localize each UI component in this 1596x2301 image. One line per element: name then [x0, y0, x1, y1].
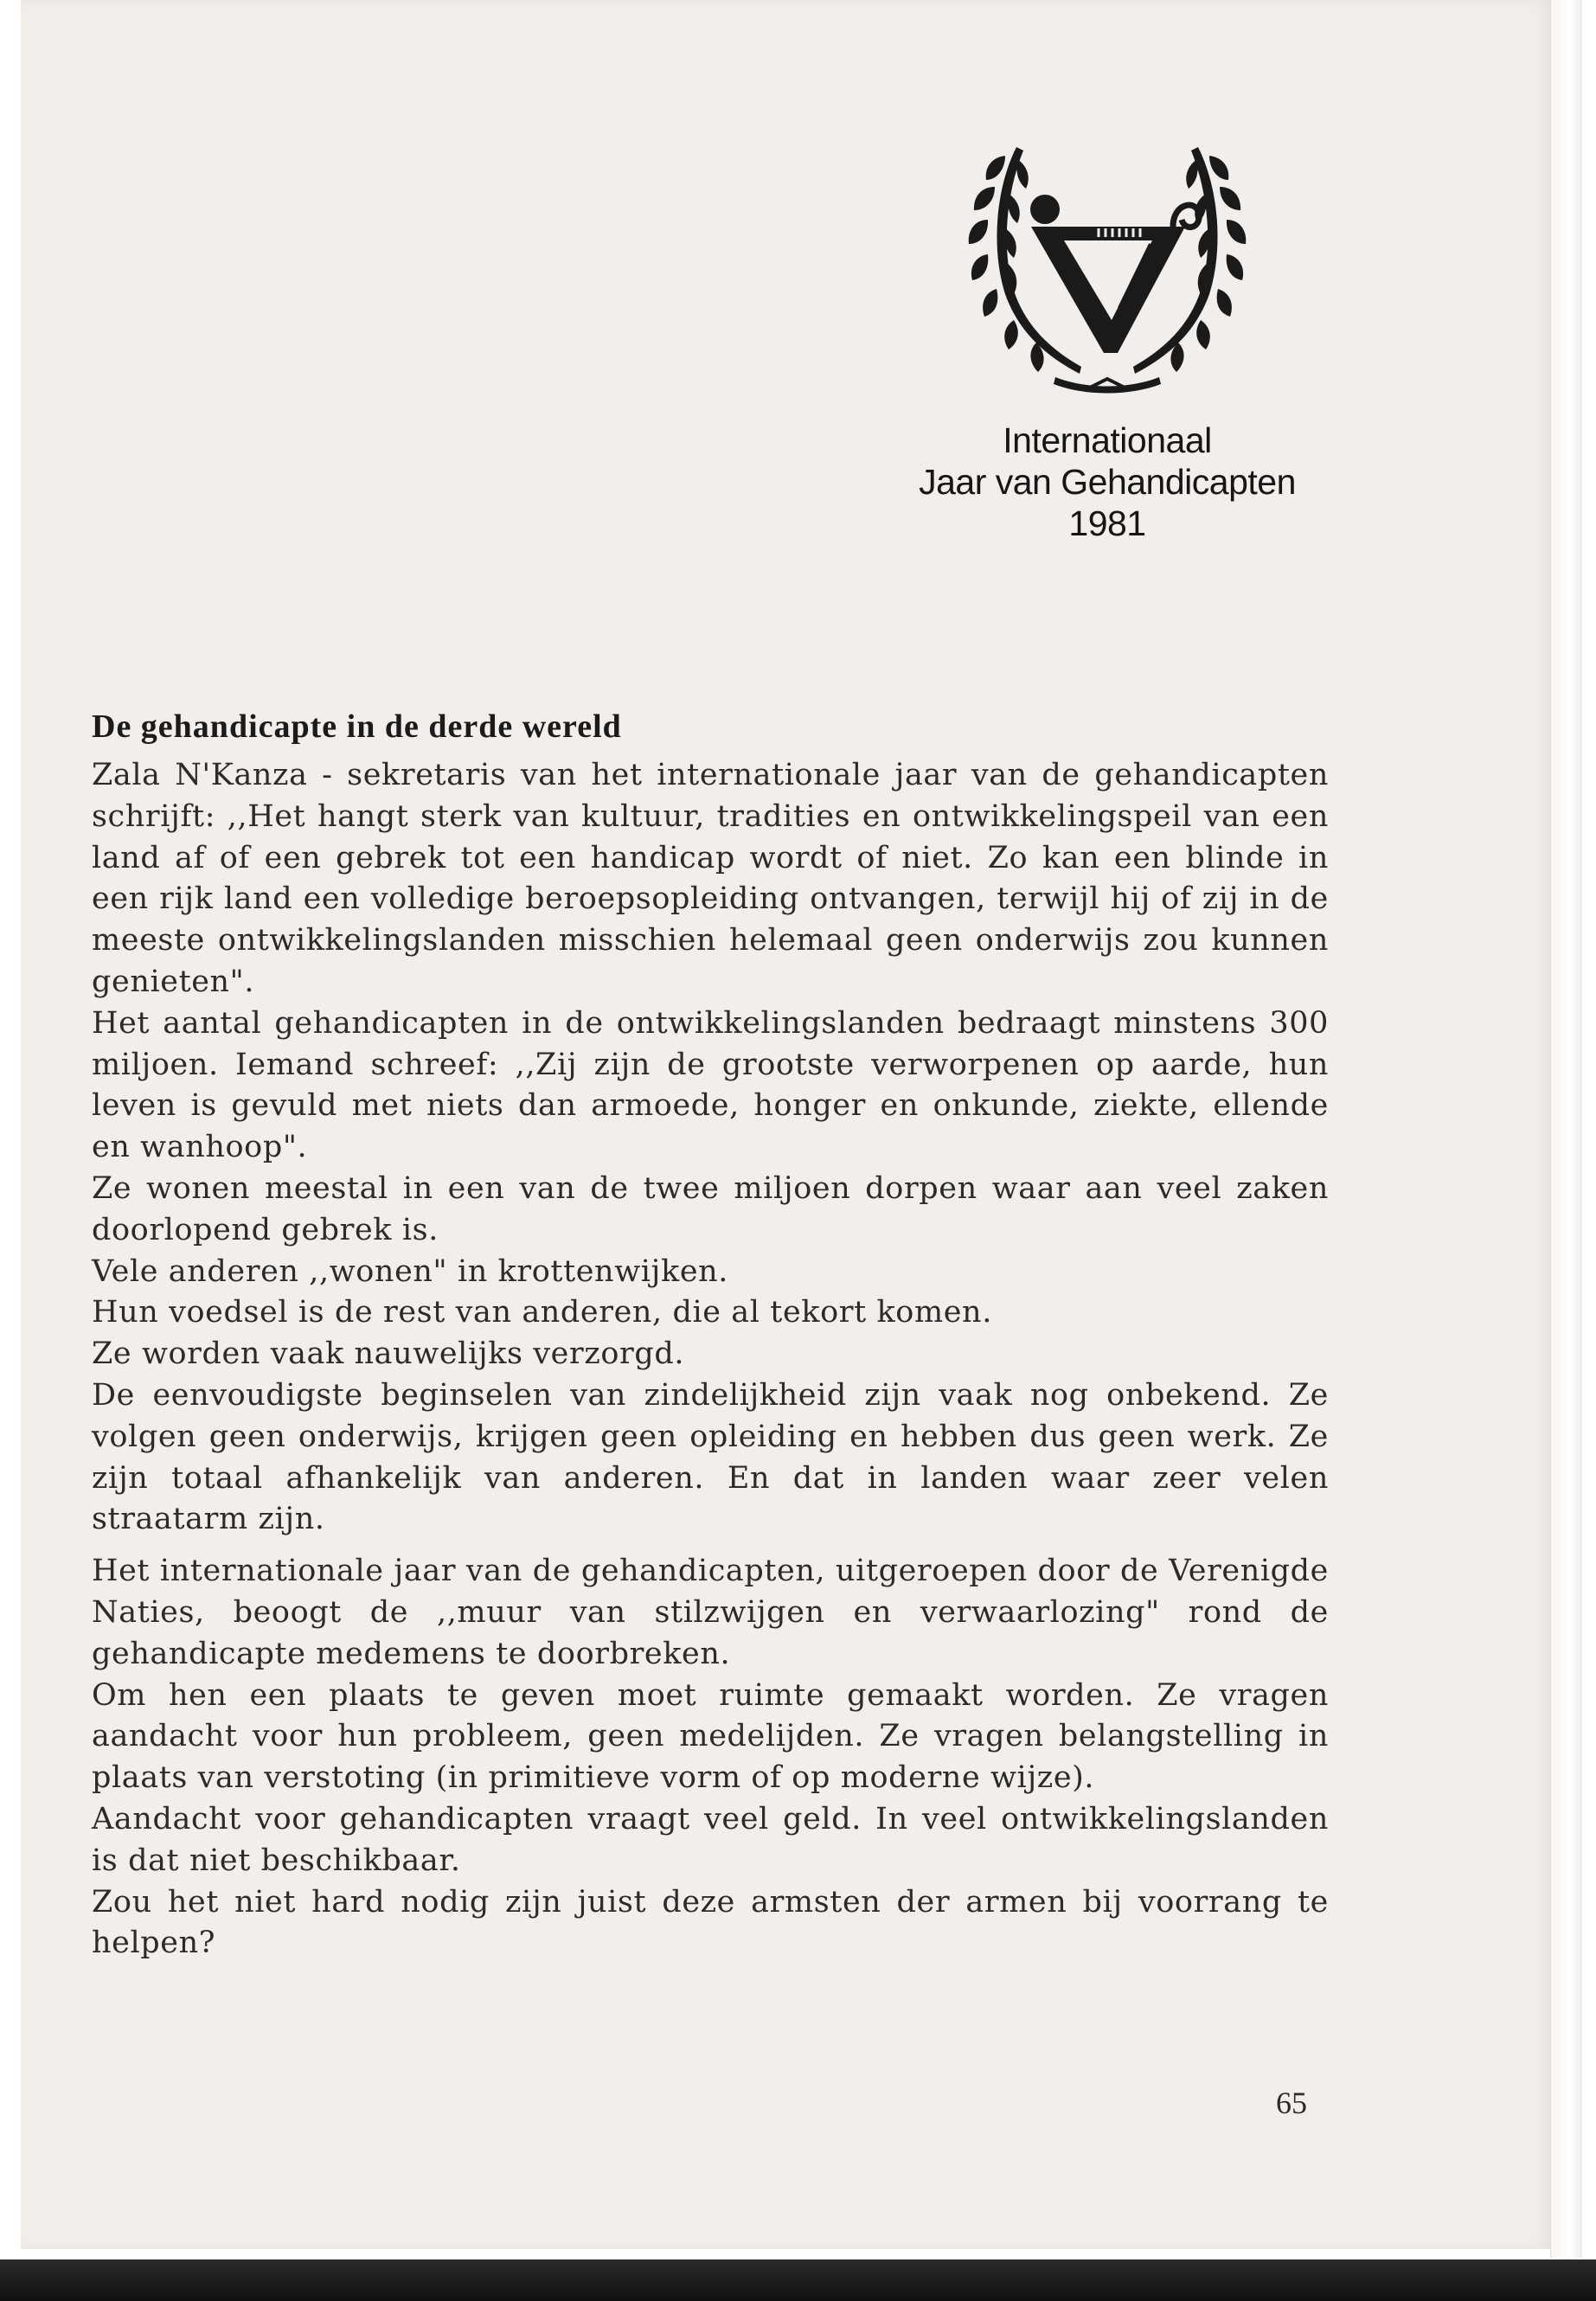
article-paragraph: De eenvoudigste beginselen van zindelijkheid zijn vaak nog onbekend. Ze volgen geen onderwijs, krijgen geen opleiding en hebben dus geen werk. Ze zijn totaal afhankelijk van anderen. En dat in landen waar zeer velen straatarm zijn.	[92, 1377, 1329, 1537]
article-paragraph: Ze worden vaak nauwelijks verzorgd.	[92, 1336, 685, 1372]
article-paragraph: Ze wonen meestal in een van de twee miljoen dorpen waar aan veel zaken doorlopend gebrek is.	[92, 1170, 1329, 1247]
article-paragraph: Zou het niet hard nodig zijn juist deze armsten der armen bij voorrang te helpen?	[92, 1884, 1329, 1961]
article-title: De gehandicapte in de derde wereld	[92, 708, 622, 745]
page-number: 65	[1276, 2086, 1307, 2120]
logo-caption	[830, 420, 1384, 544]
scan-bottom-strip	[0, 2259, 1596, 2301]
logo-line-2: Jaar van Gehandicapten	[919, 462, 1296, 502]
page-edge	[1550, 0, 1582, 2258]
logo-line-1: Internationaal	[1003, 420, 1212, 460]
article-paragraph: Het internationale jaar van de gehandicapten, uitgeroepen door de Verenigde Naties, beoogt de ,,muur van stilzwijgen en verwaarlozing" rond de gehandicapte medemens te doorbreken.	[92, 1554, 1329, 1671]
paragraph-gap	[92, 1541, 1329, 1551]
logo-line-3: 1981	[1068, 503, 1146, 543]
article-paragraph: Zala N'Kanza - sekretaris van het internationale jaar van de gehandicapten schrijft: ,,Het hangt sterk van kultuur, tradities en ontwikkelingspeil van een land af of een gebrek tot een handicap wordt of niet. Zo kan een blinde in een rijk land een volledige beroepsopleiding ontvangen, terwijl hij of zij in de meeste ontwikkelingslanden misschien helemaal geen onderwijs zou kunnen genieten".	[92, 758, 1329, 999]
article	[92, 702, 1329, 1965]
iyp-laurel-emblem-icon	[934, 130, 1280, 415]
article-paragraph: Het aantal gehandicapten in de ontwikkelingslanden bedraagt minstens 300 miljoen. Iemand schreef: ,,Zij zijn de grootste verworpenen op aarde, hun leven is gevuld met niets dan armoede, honger en onkunde, ziekte, ellende en wanhoop".	[92, 1005, 1329, 1165]
article-paragraph: Om hen een plaats te geven moet ruimte gemaakt worden. Ze vragen aandacht voor hun probleem, geen medelijden. Ze vragen belangstelling in plaats van verstoting (in primitieve vorm of op moderne wijze).	[92, 1677, 1329, 1796]
article-paragraph: Hun voedsel is de rest van anderen, die al tekort komen.	[92, 1295, 992, 1330]
article-paragraph: Vele anderen ,,wonen" in krottenwijken.	[92, 1253, 728, 1289]
article-paragraph: Aandacht voor gehandicapten vraagt veel geld. In veel ontwikkelingslanden is dat niet beschikbaar.	[92, 1801, 1329, 1878]
